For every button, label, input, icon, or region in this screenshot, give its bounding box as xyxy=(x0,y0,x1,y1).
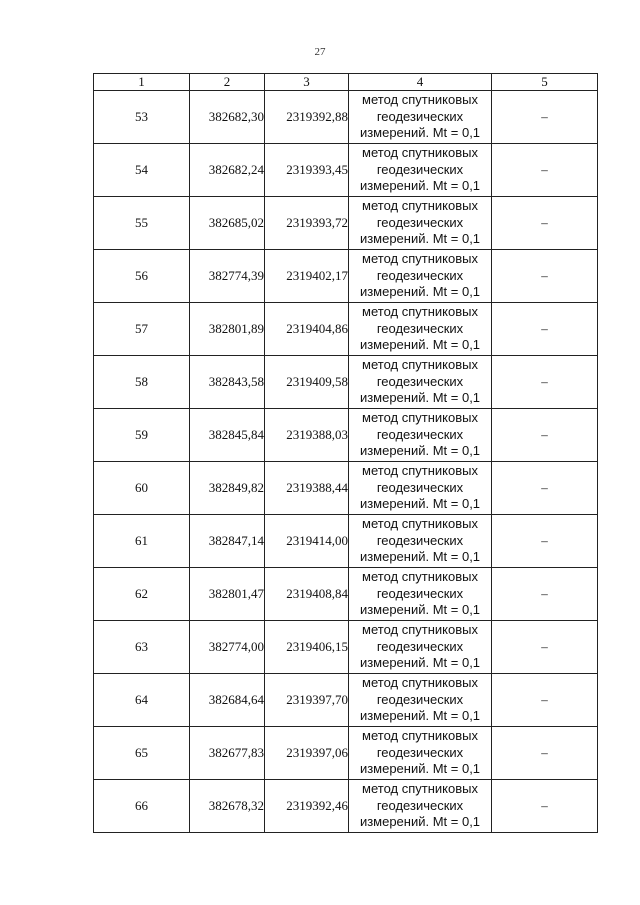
table-row xyxy=(94,409,598,462)
note-cell: – xyxy=(492,780,598,833)
method-line: геодезических xyxy=(376,797,464,813)
method-cell xyxy=(349,409,492,462)
y-coordinate-cell: 2319414,00 xyxy=(265,515,349,568)
method-line: геодезических xyxy=(376,426,464,442)
method-cell xyxy=(349,780,492,833)
y-coordinate-cell: 2319406,15 xyxy=(265,621,349,674)
table-header-row xyxy=(94,74,598,91)
point-number-cell: 61 xyxy=(94,515,190,568)
point-number-cell: 62 xyxy=(94,568,190,621)
note-cell: – xyxy=(492,568,598,621)
method-line: метод спутниковых xyxy=(362,622,478,638)
point-number-cell: 64 xyxy=(94,674,190,727)
point-number-cell: 55 xyxy=(94,197,190,250)
x-coordinate-cell: 382682,24 xyxy=(190,144,265,197)
x-coordinate-cell: 382845,84 xyxy=(190,409,265,462)
method-cell xyxy=(349,674,492,727)
method-line: метод спутниковых xyxy=(362,675,478,691)
column-header-2: 2 xyxy=(190,74,265,91)
x-coordinate-cell: 382847,14 xyxy=(190,515,265,568)
method-line: измерений. Mt = 0,1 xyxy=(359,496,481,512)
table-row xyxy=(94,144,598,197)
method-line: метод спутниковых xyxy=(362,304,478,320)
table-row xyxy=(94,674,598,727)
x-coordinate-cell: 382678,32 xyxy=(190,780,265,833)
y-coordinate-cell: 2319392,88 xyxy=(265,91,349,144)
method-line: измерений. Mt = 0,1 xyxy=(359,602,481,618)
method-line: метод спутниковых xyxy=(362,516,478,532)
method-line: геодезических xyxy=(376,267,464,283)
table-row xyxy=(94,727,598,780)
method-line: геодезических xyxy=(376,744,464,760)
table-row xyxy=(94,515,598,568)
method-line: измерений. Mt = 0,1 xyxy=(359,390,481,406)
table-row xyxy=(94,462,598,515)
note-cell: – xyxy=(492,515,598,568)
point-number-cell: 60 xyxy=(94,462,190,515)
method-line: метод спутниковых xyxy=(362,145,478,161)
method-cell xyxy=(349,250,492,303)
x-coordinate-cell: 382677,83 xyxy=(190,727,265,780)
y-coordinate-cell: 2319393,45 xyxy=(265,144,349,197)
method-line: метод спутниковых xyxy=(362,357,478,373)
method-line: геодезических xyxy=(376,373,464,389)
y-coordinate-cell: 2319408,84 xyxy=(265,568,349,621)
method-line: геодезических xyxy=(376,161,464,177)
page-number: 27 xyxy=(314,46,326,58)
y-coordinate-cell: 2319393,72 xyxy=(265,197,349,250)
y-coordinate-cell: 2319392,46 xyxy=(265,780,349,833)
x-coordinate-cell: 382685,02 xyxy=(190,197,265,250)
x-coordinate-cell: 382682,30 xyxy=(190,91,265,144)
method-cell xyxy=(349,144,492,197)
method-line: геодезических xyxy=(376,691,464,707)
note-cell: – xyxy=(492,91,598,144)
method-line: измерений. Mt = 0,1 xyxy=(359,443,481,459)
y-coordinate-cell: 2319409,58 xyxy=(265,356,349,409)
method-line: метод спутниковых xyxy=(362,198,478,214)
method-line: геодезических xyxy=(376,108,464,124)
note-cell: – xyxy=(492,621,598,674)
method-cell xyxy=(349,515,492,568)
method-cell xyxy=(349,727,492,780)
x-coordinate-cell: 382801,47 xyxy=(190,568,265,621)
method-cell xyxy=(349,568,492,621)
method-line: метод спутниковых xyxy=(362,410,478,426)
method-line: измерений. Mt = 0,1 xyxy=(359,284,481,300)
y-coordinate-cell: 2319402,17 xyxy=(265,250,349,303)
column-header-5: 5 xyxy=(492,74,598,91)
method-line: измерений. Mt = 0,1 xyxy=(359,337,481,353)
point-number-cell: 58 xyxy=(94,356,190,409)
point-number-cell: 65 xyxy=(94,727,190,780)
note-cell: – xyxy=(492,303,598,356)
method-line: измерений. Mt = 0,1 xyxy=(359,231,481,247)
method-line: измерений. Mt = 0,1 xyxy=(359,125,481,141)
column-header-3: 3 xyxy=(265,74,349,91)
point-number-cell: 56 xyxy=(94,250,190,303)
note-cell: – xyxy=(492,674,598,727)
method-line: геодезических xyxy=(376,214,464,230)
y-coordinate-cell: 2319388,44 xyxy=(265,462,349,515)
point-number-cell: 54 xyxy=(94,144,190,197)
coordinates-table xyxy=(93,73,598,833)
table-row xyxy=(94,91,598,144)
point-number-cell: 59 xyxy=(94,409,190,462)
method-line: измерений. Mt = 0,1 xyxy=(359,708,481,724)
x-coordinate-cell: 382774,00 xyxy=(190,621,265,674)
note-cell: – xyxy=(492,356,598,409)
point-number-cell: 53 xyxy=(94,91,190,144)
method-line: измерений. Mt = 0,1 xyxy=(359,814,481,830)
y-coordinate-cell: 2319397,70 xyxy=(265,674,349,727)
method-line: измерений. Mt = 0,1 xyxy=(359,178,481,194)
y-coordinate-cell: 2319404,86 xyxy=(265,303,349,356)
y-coordinate-cell: 2319388,03 xyxy=(265,409,349,462)
note-cell: – xyxy=(492,250,598,303)
note-cell: – xyxy=(492,197,598,250)
method-cell xyxy=(349,197,492,250)
table-row xyxy=(94,621,598,674)
note-cell: – xyxy=(492,727,598,780)
method-cell xyxy=(349,462,492,515)
column-header-4: 4 xyxy=(349,74,492,91)
method-line: метод спутниковых xyxy=(362,463,478,479)
table-row xyxy=(94,250,598,303)
table-row xyxy=(94,197,598,250)
method-line: геодезических xyxy=(376,479,464,495)
note-cell: – xyxy=(492,144,598,197)
x-coordinate-cell: 382684,64 xyxy=(190,674,265,727)
method-cell xyxy=(349,356,492,409)
point-number-cell: 57 xyxy=(94,303,190,356)
method-line: измерений. Mt = 0,1 xyxy=(359,655,481,671)
note-cell: – xyxy=(492,409,598,462)
method-cell xyxy=(349,303,492,356)
point-number-cell: 63 xyxy=(94,621,190,674)
method-line: метод спутниковых xyxy=(362,781,478,797)
table-row xyxy=(94,303,598,356)
x-coordinate-cell: 382843,58 xyxy=(190,356,265,409)
method-cell xyxy=(349,621,492,674)
point-number-cell: 66 xyxy=(94,780,190,833)
note-cell: – xyxy=(492,462,598,515)
table-row xyxy=(94,568,598,621)
method-line: геодезических xyxy=(376,320,464,336)
table-row xyxy=(94,356,598,409)
method-line: геодезических xyxy=(376,532,464,548)
method-line: метод спутниковых xyxy=(362,728,478,744)
method-line: геодезических xyxy=(376,585,464,601)
x-coordinate-cell: 382801,89 xyxy=(190,303,265,356)
method-line: измерений. Mt = 0,1 xyxy=(359,549,481,565)
y-coordinate-cell: 2319397,06 xyxy=(265,727,349,780)
method-line: метод спутниковых xyxy=(362,92,478,108)
method-line: измерений. Mt = 0,1 xyxy=(359,761,481,777)
method-cell xyxy=(349,91,492,144)
method-line: метод спутниковых xyxy=(362,251,478,267)
column-header-1: 1 xyxy=(94,74,190,91)
method-line: геодезических xyxy=(376,638,464,654)
method-line: метод спутниковых xyxy=(362,569,478,585)
x-coordinate-cell: 382774,39 xyxy=(190,250,265,303)
x-coordinate-cell: 382849,82 xyxy=(190,462,265,515)
table-row xyxy=(94,780,598,833)
